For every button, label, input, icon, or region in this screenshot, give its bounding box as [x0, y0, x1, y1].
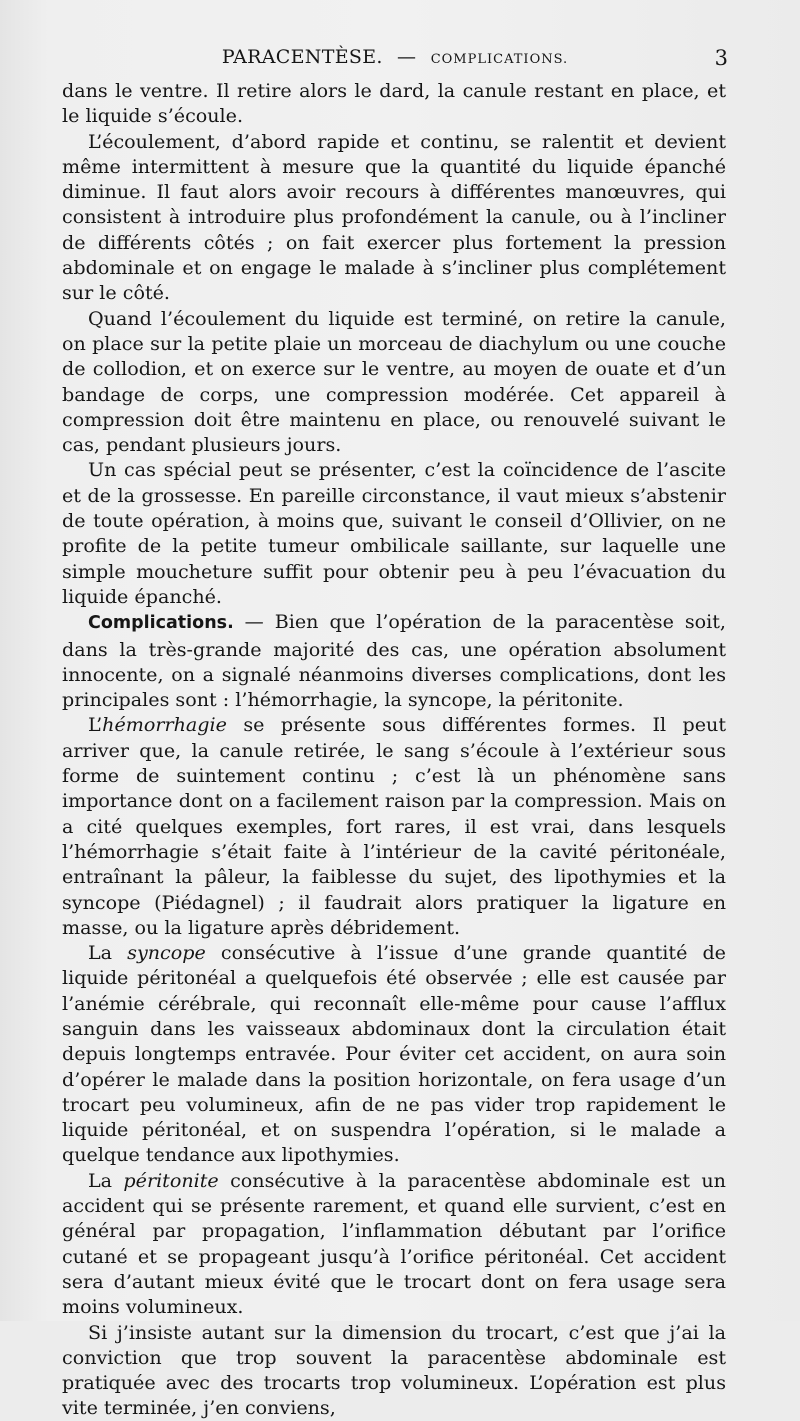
term-syncope: syncope	[127, 941, 206, 965]
page-number: 3	[714, 46, 728, 70]
body-text	[62, 78, 726, 1421]
running-head-subtitle: COMPLICATIONS.	[430, 52, 569, 67]
paragraph-fin-ecoulement: Quand l’écoulement du liquide est terminé, on retire la canule, on place sur la petite plaie un morceau de diachylum ou une couche de collodion, et on exerce sur le ventre, au moyen de ouate et d’un bandage de corps, une compression modérée. Cet appareil à compression doit être maintenu en place, ou renouvelé suivant le cas, pendant plusieurs jours.	[62, 306, 726, 457]
section-heading-complications: Complications.	[88, 613, 234, 634]
paragraph-syncope	[62, 940, 726, 1168]
paragraph-ecoulement: L’écoulement, d’abord rapide et continu, se ralentit et devient même intermittent à mesure que la quantité du liquide épanché diminue. Il faut alors avoir recours à différentes manœuvres, qui consistent à introduire plus profondément la canule, ou à l’incliner de différents côtés ; on fait exercer plus fortement la pression abdominale et on engage le malade à s’incliner plus complétement sur le côté.	[62, 129, 726, 305]
paragraph-continuation: dans le ventre. Il retire alors le dard, la canule restant en place, et le liquide s’écoule.	[62, 79, 726, 128]
paragraph-complications	[62, 609, 726, 712]
running-head	[62, 46, 728, 68]
running-head-title: PARACENTÈSE.	[221, 46, 383, 68]
hemorrhagie-text: se présente sous différentes formes. Il peut arriver que, la canule retirée, le sang s’écoule à l’extérieur sous forme de suintement continu ; c’est là un phénomène sans importance dont on a facilement raison par la compression. Mais on a cité quelques exemples, fort rares, il est vrai, dans lesquels l’hémorrhagie s’était faite à l’intérieur de la cavité péritonéale, entraînant la pâleur, la faiblesse du sujet, des lipothymies et la syncope (Piédagnel) ; il faudrait alors pratiquer la ligature en masse, ou la ligature après débridement.	[62, 713, 726, 939]
syncope-lead: La	[88, 941, 128, 965]
page-header	[62, 46, 728, 72]
peritonite-text: consécutive à la paracentèse abdominale est un accident qui se présente rarement, et quand elle survient, c’est en général par propagation, l’inflammation débutant par l’orifice cutané et se propageant jusqu’à l’orifice péritonéal. Cet accident sera d’autant mieux évité que le trocart dont on fera usage sera moins volumineux.	[62, 1168, 726, 1319]
peritonite-lead: La	[88, 1168, 124, 1192]
term-hemorrhagie: hémorrhagie	[102, 713, 227, 737]
paragraph-grossesse: Un cas spécial peut se présenter, c’est la coïncidence de l’ascite et de la grossesse. En pareille circonstance, il vaut mieux s’abstenir de toute opération, à moins que, suivant le conseil d’Ollivier, on ne profite de la petite tumeur ombilicale saillante, sur laquelle une simple moucheture suffit pour obtenir peu à peu l’évacuation du liquide épanché.	[62, 458, 726, 608]
term-peritonite: péritonite	[123, 1168, 219, 1192]
syncope-text: consécutive à l’issue d’une grande quantité de liquide péritonéal a quelquefois été observée ; elle est causée par l’anémie cérébrale, qui reconnaît elle-même pour cause l’afflux sanguin dans les vaisseaux abdominaux dont la circulation était depuis longtemps entravée. Pour éviter cet accident, on aura soin d’opérer le malade dans la position horizontale, on fera usage d’un trocart peu volumineux, afin de ne pas vider trop rapidement le liquide péritonéal, et on suspendra l’opération, si le malade a quelque tendance aux lipothymies.	[62, 941, 726, 1167]
paragraph-hemorrhagie	[62, 712, 726, 940]
paragraph-trocart: Si j’insiste autant sur la dimension du trocart, c’est que j’ai la conviction que trop souvent la paracentèse abdominale est pratiquée avec des trocarts trop volumineux. L’opération est plus vite terminée, j’en conviens,	[62, 1320, 726, 1420]
hemorrhagie-lead: L’	[88, 713, 103, 737]
paragraph-peritonite	[62, 1168, 726, 1320]
running-head-dash: —	[397, 46, 417, 68]
complications-text: — Bien que l’opération de la paracentèse soit, dans la très-grande majorité des cas, une opération absolument innocente, on a signalé néanmoins diverses complications, dont les principales sont : l’hémorrhagie, la syncope, la péritonite.	[62, 610, 726, 712]
